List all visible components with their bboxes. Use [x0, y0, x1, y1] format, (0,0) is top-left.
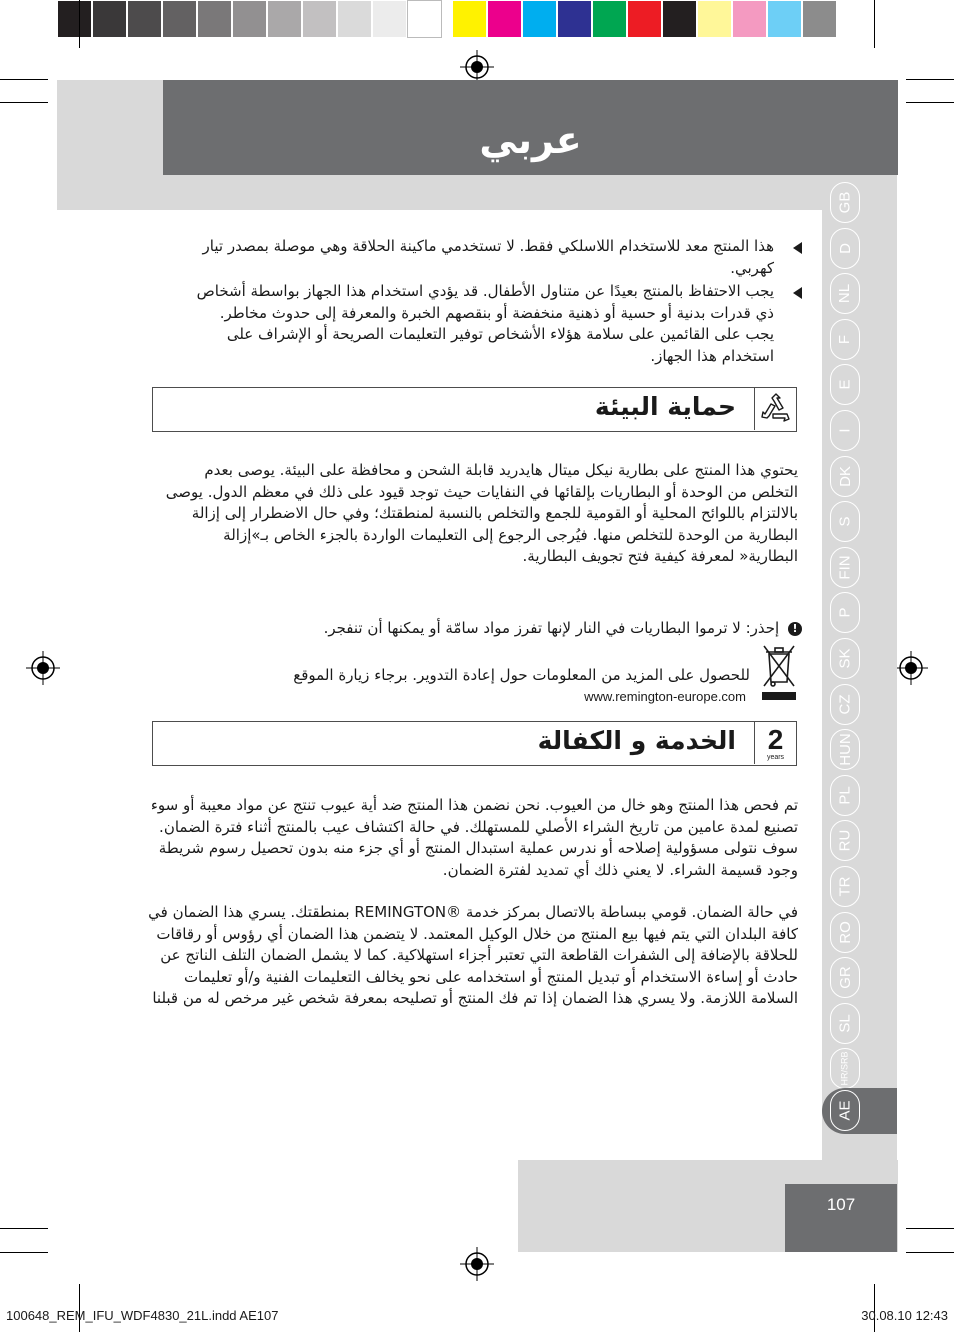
- footer-file-name: 100648_REM_IFU_WDF4830_21L.indd AE107: [6, 1308, 279, 1323]
- language-tab-label: SK: [836, 648, 854, 669]
- language-tab-active[interactable]: [830, 1090, 860, 1131]
- language-tab-label: PL: [836, 786, 854, 805]
- badge-number: 2: [767, 723, 784, 755]
- color-swatch: [232, 0, 267, 38]
- language-tab[interactable]: [830, 410, 860, 451]
- crop-mark: [0, 1252, 48, 1253]
- language-tab[interactable]: [830, 1048, 860, 1089]
- recycle-icon: [759, 392, 793, 426]
- battery-warning: [200, 618, 802, 639]
- language-tab[interactable]: [830, 547, 860, 588]
- crop-mark: [906, 1252, 954, 1253]
- list-item: [190, 236, 802, 279]
- registration-mark-icon: [894, 651, 928, 685]
- language-tab-label: FIN: [836, 555, 854, 580]
- color-swatch: [592, 0, 627, 38]
- language-tab-label: AE: [836, 1100, 854, 1121]
- badge-text: years: [766, 753, 785, 761]
- registration-mark-icon: [460, 1247, 494, 1281]
- color-swatch: [627, 0, 662, 38]
- language-tab[interactable]: [830, 638, 860, 679]
- weee-bin-icon: [760, 642, 798, 704]
- color-swatch: [302, 0, 337, 38]
- language-tab-label: RO: [836, 920, 854, 944]
- language-tab[interactable]: [830, 319, 860, 360]
- page-title: عربي: [479, 118, 582, 162]
- color-swatch: [337, 0, 372, 38]
- language-tab-label: S: [836, 516, 854, 527]
- language-tab-label: E: [836, 379, 854, 390]
- language-tab[interactable]: [830, 729, 860, 770]
- color-swatch: [372, 0, 407, 38]
- registration-mark-icon: [460, 50, 494, 84]
- battery-warning-text: إحذر: لا ترموا البطاريات في النار لإنها تفرز مواد سامّة أو يمكنها أن تنفجر.: [323, 619, 780, 637]
- language-tab-label: TR: [836, 876, 854, 897]
- bullet-text: يجب الاحتفاظ بالمنتج بعيدًا عن متناول الأطفال. قد يؤدي استخدام هذا الجهاز بواسطة أشخاص ذي قدرات بدنية أو حسية أو ذهنية منخفضة أو بنقصهم الخبرة والمعرفة إلى حدوث مخاطر. يجب على القائمين على سلامة هؤلاء الأشخاص توفير التعليمات الصريحة أو الإشراف على استخدام هذا الجهاز.: [196, 282, 774, 365]
- language-tab[interactable]: [830, 501, 860, 542]
- warranty-paragraph-2: في حالة الضمان. قومي ببساطة بالاتصال بمركز خدمة ®REMINGTON بمنطقتك. يسري هذا الضمان في كافة البلدان التي يتم فيها بيع المنتج من خلال الوكيل المعتمد. لا يتضمن هذا الضمان أي رؤوس أو رقاقات للحلاقة بالإضافة إلى الشفرات القاطعة التي تعتبر أجزاء استهلاكية. كما لا يشمل الضمان التلف الناتج عن حادث أو إساءة الاستخدام أو تبديل المنتج أو استخدامه على نحو يخالف التعليمات الفنية و/أو تعليمات السلامة اللازمة. ولا يسري هذا الضمان إذا تم فك المنتج أو تصليحه بمعرفة شخص غير مرخص له من قبلنا: [148, 903, 798, 1007]
- crop-mark: [906, 79, 954, 80]
- color-swatch: [92, 0, 127, 38]
- swatch-gap: [442, 0, 452, 40]
- environment-title: حماية البيئة: [594, 392, 736, 421]
- page-number: 107: [826, 1195, 856, 1214]
- bullet-arrow-icon: [793, 242, 802, 254]
- language-tab-label: HUN: [836, 733, 854, 766]
- environment-body: يحتوي هذا المنتج على بطارية نيكل ميتال هايدريد قابلة الشحن و محافظة على البيئة. يوصى بعدم التخلص من الوحدة أو البطاريات بإلقائها في النفايات حيث توجد قيود على ذلك في معظم الدول. يوصى بالالتزام باللوائح المحلية أو القومية للجمع والتخلص بالنسبة لمنطقتك؛ وفي حال الاضطرار إلى إزالة البطارية من الوحدة للتخلص منها. فيُرجى الرجوع إلى التعليمات الواردة بالجزء الخاص بـ»إزالة البطارية« لمعرفة كيفية فتح تجويف البطارية.: [165, 461, 798, 565]
- color-swatch: [767, 0, 802, 38]
- language-tab-label: D: [836, 242, 854, 254]
- service-title: الخدمة و الكفالة: [537, 726, 736, 755]
- language-tab[interactable]: [830, 456, 860, 497]
- language-tab-label: RU: [836, 829, 854, 852]
- service-section-header: [152, 721, 797, 766]
- color-swatch: [802, 0, 837, 38]
- color-swatch: [267, 0, 302, 38]
- language-tab[interactable]: [830, 228, 860, 269]
- crop-mark: [874, 0, 875, 48]
- language-tab-label: SL: [836, 1014, 854, 1033]
- color-swatch: [57, 0, 92, 38]
- language-tab-label: I: [836, 428, 854, 433]
- color-swatch: [522, 0, 557, 38]
- list-item: [190, 281, 802, 367]
- color-swatch: [162, 0, 197, 38]
- language-tab[interactable]: [830, 912, 860, 953]
- intro-bullet-list: [190, 236, 802, 369]
- recycling-info-text: للحصول على المزيد من المعلومات حول إعادة التدوير. برجاء زيارة الموقع: [293, 666, 750, 684]
- language-tab[interactable]: [830, 592, 860, 633]
- color-swatch: [452, 0, 487, 38]
- color-swatch: [487, 0, 522, 38]
- language-tab-label: F: [836, 334, 854, 344]
- language-tab[interactable]: [830, 364, 860, 405]
- language-tab[interactable]: [830, 957, 860, 998]
- language-tab[interactable]: [830, 1003, 860, 1044]
- environment-section-header: [152, 387, 797, 432]
- language-tab-label: NL: [836, 284, 854, 304]
- recycle-icon-cell: [754, 388, 796, 430]
- crop-mark: [906, 1228, 954, 1229]
- language-tab-list: [830, 182, 864, 1094]
- color-swatch: [127, 0, 162, 38]
- warranty-paragraph-1: تم فحص هذا المنتج وهو خال من العيوب. نحن نضمن هذا المنتج ضد أية عيوب تنتج عن مواد معيبة أو سوء تصنيع لمدة عامين من تاريخ الشراء الأصلي للمستهلك. في حالة اكتشاف عيب بالمنتج أثناء فترة الضمان. سوف نتولى مسؤولية إصلاحه أو ندرس عملية استبدال المنتج أو أي جزء منه بدون تحصيل رسوم شريطة وجود قسيمة الشراء. لا يعني ذلك أي تمديد لفترة الضمان.: [150, 796, 798, 879]
- crop-mark: [0, 1228, 48, 1229]
- color-swatch: [407, 0, 442, 38]
- color-swatch: [662, 0, 697, 38]
- language-tab-label: GB: [836, 191, 854, 214]
- language-tab-label: GR: [836, 966, 854, 989]
- bullet-text: هذا المنتج معد للاستخدام اللاسلكي فقط. لا تستخدمي ماكينة الحلاقة وهي موصلة بمصدر تيار كهربي.: [202, 237, 774, 277]
- crop-mark: [0, 102, 48, 103]
- language-tab-label: HR/SRB: [839, 1051, 850, 1086]
- two-year-badge: [754, 722, 796, 764]
- color-swatch: [557, 0, 592, 38]
- crop-mark: [79, 0, 80, 48]
- color-swatch: [697, 0, 732, 38]
- language-tab-label: P: [836, 607, 854, 618]
- language-tab[interactable]: [830, 820, 860, 861]
- language-tab[interactable]: [830, 866, 860, 907]
- language-tab[interactable]: [830, 182, 860, 223]
- language-tab[interactable]: [830, 775, 860, 816]
- warning-icon: !: [788, 622, 802, 636]
- color-calibration-bar: [57, 0, 837, 40]
- footer-date: 30.08.10 12:43: [861, 1308, 948, 1323]
- remington-website-link[interactable]: www.remington-europe.com: [584, 689, 746, 704]
- bullet-arrow-icon: [793, 287, 802, 299]
- registration-mark-icon: [26, 651, 60, 685]
- color-swatch: [197, 0, 232, 38]
- crop-mark: [0, 79, 48, 80]
- color-swatch: [732, 0, 767, 38]
- language-tab[interactable]: [830, 684, 860, 725]
- language-tab-label: DK: [836, 465, 854, 487]
- crop-mark: [906, 102, 954, 103]
- language-tab-label: CZ: [836, 694, 854, 715]
- language-tab[interactable]: [830, 273, 860, 314]
